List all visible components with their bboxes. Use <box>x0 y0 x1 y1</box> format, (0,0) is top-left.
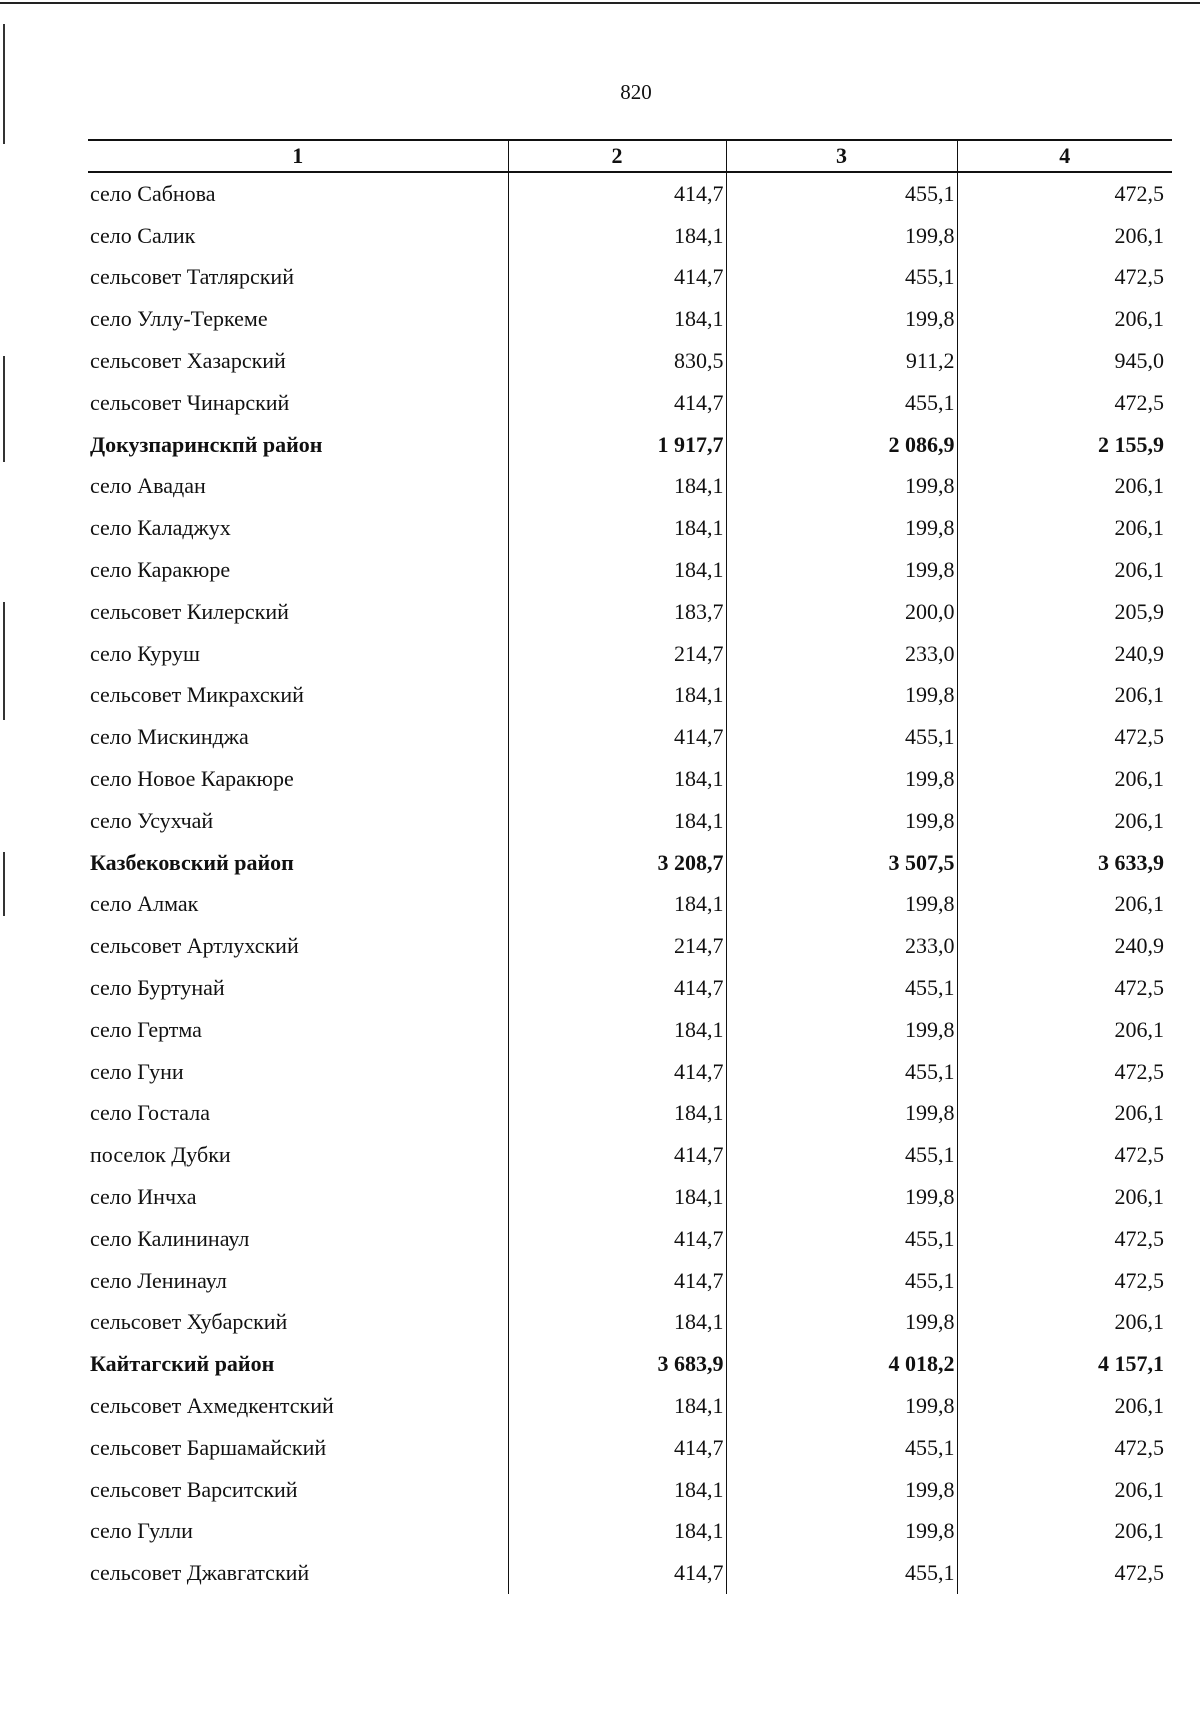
table-row <box>88 591 1172 633</box>
cell-value-col2: 3 208,7 <box>508 842 726 884</box>
cell-value-col3: 199,8 <box>726 215 957 257</box>
cell-value-col4: 3 633,9 <box>957 842 1172 884</box>
table-row <box>88 1260 1172 1302</box>
cell-value-col4: 206,1 <box>957 549 1172 591</box>
cell-value-col2: 414,7 <box>508 1218 726 1260</box>
cell-value-col2: 214,7 <box>508 633 726 675</box>
cell-value-col4: 472,5 <box>957 967 1172 1009</box>
cell-value-col3: 200,0 <box>726 591 957 633</box>
cell-value-col3: 233,0 <box>726 633 957 675</box>
column-header-2: 2 <box>508 140 726 172</box>
cell-name: село Каракюре <box>90 557 231 583</box>
cell-value-col2: 414,7 <box>508 1260 726 1302</box>
cell-name: Кайтагский район <box>90 1351 275 1377</box>
cell-value-col3: 455,1 <box>726 257 957 299</box>
cell-value-col3: 199,8 <box>726 800 957 842</box>
cell-value-col4: 472,5 <box>957 257 1172 299</box>
cell-name: поселок Дубки <box>90 1142 231 1168</box>
cell-value-col4: 240,9 <box>957 633 1172 675</box>
cell-value-col4: 206,1 <box>957 1176 1172 1218</box>
cell-name: село Авадан <box>90 473 206 499</box>
cell-value-col4: 206,1 <box>957 1511 1172 1553</box>
table-row <box>88 758 1172 800</box>
cell-value-col3: 199,8 <box>726 1469 957 1511</box>
cell-value-col2: 184,1 <box>508 1385 726 1427</box>
table-row <box>88 1093 1172 1135</box>
cell-value-col2: 184,1 <box>508 758 726 800</box>
cell-name: сельсовет Хазарский <box>90 348 286 374</box>
table-row <box>88 716 1172 758</box>
cell-value-col3: 199,8 <box>726 884 957 926</box>
table-row <box>88 1427 1172 1469</box>
cell-value-col2: 414,7 <box>508 1552 726 1594</box>
cell-name: село Инчха <box>90 1184 197 1210</box>
cell-value-col2: 184,1 <box>508 1009 726 1051</box>
cell-value-col2: 214,7 <box>508 925 726 967</box>
cell-value-col2: 414,7 <box>508 1134 726 1176</box>
cell-value-col2: 184,1 <box>508 1511 726 1553</box>
cell-name: сельсовет Баршамайский <box>90 1434 327 1460</box>
table-row <box>88 633 1172 675</box>
cell-value-col4: 206,1 <box>957 675 1172 717</box>
cell-value-col3: 911,2 <box>726 340 957 382</box>
cell-value-col4: 206,1 <box>957 1009 1172 1051</box>
table-row <box>88 1302 1172 1344</box>
table-row <box>88 1385 1172 1427</box>
cell-value-col4: 206,1 <box>957 1469 1172 1511</box>
cell-name: село Калининаул <box>90 1225 250 1251</box>
cell-value-col2: 414,7 <box>508 967 726 1009</box>
cell-value-col2: 184,1 <box>508 466 726 508</box>
cell-value-col2: 184,1 <box>508 298 726 340</box>
cell-value-col4: 206,1 <box>957 507 1172 549</box>
cell-value-col2: 184,1 <box>508 675 726 717</box>
cell-value-col2: 3 683,9 <box>508 1343 726 1385</box>
cell-name: село Гертма <box>90 1016 202 1042</box>
cell-name: село Новое Каракюре <box>90 766 294 792</box>
cell-value-col4: 206,1 <box>957 758 1172 800</box>
cell-value-col4: 205,9 <box>957 591 1172 633</box>
scan-edge-mark <box>3 356 5 462</box>
cell-value-col3: 199,8 <box>726 298 957 340</box>
cell-value-col2: 830,5 <box>508 340 726 382</box>
cell-value-col4: 945,0 <box>957 340 1172 382</box>
cell-value-col4: 472,5 <box>957 172 1172 215</box>
cell-value-col2: 184,1 <box>508 884 726 926</box>
cell-value-col3: 455,1 <box>726 1552 957 1594</box>
cell-name: Казбековский райоп <box>90 849 294 875</box>
cell-name: сельсовет Варситский <box>90 1476 298 1502</box>
cell-value-col2: 414,7 <box>508 1051 726 1093</box>
table-row <box>88 382 1172 424</box>
cell-value-col4: 206,1 <box>957 466 1172 508</box>
column-header-4: 4 <box>957 140 1172 172</box>
cell-value-col3: 455,1 <box>726 1134 957 1176</box>
table-row <box>88 1511 1172 1553</box>
cell-name: село Ленинаул <box>90 1267 227 1293</box>
cell-value-col4: 206,1 <box>957 215 1172 257</box>
cell-value-col3: 199,8 <box>726 1302 957 1344</box>
cell-value-col3: 199,8 <box>726 675 957 717</box>
cell-name: село Куруш <box>90 640 200 666</box>
cell-name: сельсовет Ахмедкентский <box>90 1393 334 1418</box>
cell-value-col3: 233,0 <box>726 925 957 967</box>
cell-value-col2: 414,7 <box>508 382 726 424</box>
cell-value-col4: 206,1 <box>957 800 1172 842</box>
cell-name: сельсовет Килерский <box>90 598 289 624</box>
cell-name: село Салик <box>90 222 196 248</box>
cell-value-col3: 3 507,5 <box>726 842 957 884</box>
cell-value-col2: 1 917,7 <box>508 424 726 466</box>
cell-value-col4: 240,9 <box>957 925 1172 967</box>
cell-value-col3: 199,8 <box>726 1009 957 1051</box>
cell-value-col2: 184,1 <box>508 215 726 257</box>
cell-name: сельсовет Хубарский <box>90 1309 288 1335</box>
cell-value-col2: 184,1 <box>508 1093 726 1135</box>
cell-value-col4: 472,5 <box>957 1260 1172 1302</box>
table-row <box>88 340 1172 382</box>
table-row-district <box>88 842 1172 884</box>
table-header-row <box>88 140 1172 172</box>
cell-name: село Каладжух <box>90 515 231 541</box>
cell-value-col4: 472,5 <box>957 1552 1172 1594</box>
cell-value-col3: 455,1 <box>726 967 957 1009</box>
cell-value-col3: 199,8 <box>726 466 957 508</box>
cell-name: сельсовет Микрахский <box>90 682 304 708</box>
column-header-1: 1 <box>88 140 508 172</box>
cell-value-col2: 414,7 <box>508 172 726 215</box>
cell-value-col2: 184,1 <box>508 800 726 842</box>
cell-name: село Гулли <box>90 1518 193 1544</box>
cell-value-col3: 455,1 <box>726 1260 957 1302</box>
cell-value-col3: 455,1 <box>726 1218 957 1260</box>
cell-value-col2: 183,7 <box>508 591 726 633</box>
table-row <box>88 172 1172 215</box>
table-row <box>88 1176 1172 1218</box>
cell-value-col4: 472,5 <box>957 716 1172 758</box>
scan-edge-mark <box>3 852 5 916</box>
budget-table <box>88 139 1172 1594</box>
table-row <box>88 257 1172 299</box>
cell-value-col4: 206,1 <box>957 884 1172 926</box>
cell-value-col2: 414,7 <box>508 1427 726 1469</box>
cell-value-col3: 4 018,2 <box>726 1343 957 1385</box>
cell-name: село Гуни <box>90 1058 184 1084</box>
cell-name: сельсовет Джавгатский <box>90 1560 310 1586</box>
table-row <box>88 507 1172 549</box>
cell-name: сельсовет Татлярский <box>90 264 294 290</box>
table-row <box>88 1552 1172 1594</box>
table-body <box>88 172 1172 1594</box>
cell-value-col3: 199,8 <box>726 1176 957 1218</box>
table-row-district <box>88 424 1172 466</box>
table-row <box>88 1218 1172 1260</box>
table-row <box>88 925 1172 967</box>
cell-value-col3: 199,8 <box>726 1385 957 1427</box>
cell-value-col3: 455,1 <box>726 172 957 215</box>
cell-value-col3: 455,1 <box>726 716 957 758</box>
cell-value-col3: 455,1 <box>726 1051 957 1093</box>
table-row <box>88 967 1172 1009</box>
cell-value-col4: 472,5 <box>957 1218 1172 1260</box>
table-row <box>88 675 1172 717</box>
cell-value-col3: 199,8 <box>726 758 957 800</box>
page-top-rule <box>0 2 1200 4</box>
cell-name: сельсовет Чинарский <box>90 389 290 415</box>
cell-value-col4: 206,1 <box>957 298 1172 340</box>
cell-name: сельсовет Артлухский <box>90 933 299 959</box>
cell-name: село Усухчай <box>90 807 214 833</box>
cell-value-col3: 455,1 <box>726 382 957 424</box>
table-row <box>88 1051 1172 1093</box>
cell-value-col3: 2 086,9 <box>726 424 957 466</box>
table-row <box>88 466 1172 508</box>
cell-value-col4: 472,5 <box>957 1134 1172 1176</box>
cell-value-col4: 472,5 <box>957 1051 1172 1093</box>
scan-edge-mark <box>3 602 5 720</box>
cell-value-col3: 199,8 <box>726 549 957 591</box>
table-row <box>88 1009 1172 1051</box>
cell-value-col3: 199,8 <box>726 507 957 549</box>
cell-name: село Уллу-Теркеме <box>90 306 268 332</box>
cell-value-col3: 199,8 <box>726 1511 957 1553</box>
cell-value-col2: 184,1 <box>508 507 726 549</box>
cell-value-col3: 455,1 <box>726 1427 957 1469</box>
cell-name: село Мискинджа <box>90 724 249 750</box>
table-row <box>88 549 1172 591</box>
cell-value-col2: 184,1 <box>508 549 726 591</box>
cell-value-col4: 206,1 <box>957 1302 1172 1344</box>
cell-value-col2: 184,1 <box>508 1469 726 1511</box>
table-row <box>88 884 1172 926</box>
cell-value-col4: 2 155,9 <box>957 424 1172 466</box>
cell-value-col4: 472,5 <box>957 382 1172 424</box>
table-row <box>88 215 1172 257</box>
cell-value-col4: 4 157,1 <box>957 1343 1172 1385</box>
cell-value-col3: 199,8 <box>726 1093 957 1135</box>
cell-name: Докузпаринскпй район <box>90 431 323 457</box>
cell-name: село Гостала <box>90 1100 210 1126</box>
cell-value-col2: 184,1 <box>508 1302 726 1344</box>
table-row <box>88 1134 1172 1176</box>
cell-value-col4: 206,1 <box>957 1093 1172 1135</box>
table-row <box>88 800 1172 842</box>
cell-value-col2: 184,1 <box>508 1176 726 1218</box>
table-row <box>88 298 1172 340</box>
cell-value-col4: 472,5 <box>957 1427 1172 1469</box>
cell-name: село Алмак <box>90 891 199 917</box>
column-header-3: 3 <box>726 140 957 172</box>
table-row <box>88 1469 1172 1511</box>
cell-value-col4: 206,1 <box>957 1385 1172 1427</box>
cell-value-col2: 414,7 <box>508 716 726 758</box>
cell-name: село Сабнова <box>90 180 216 206</box>
table-row-district <box>88 1343 1172 1385</box>
cell-name: село Буртунай <box>90 975 225 1001</box>
page-number: 820 <box>620 80 652 104</box>
cell-value-col2: 414,7 <box>508 257 726 299</box>
